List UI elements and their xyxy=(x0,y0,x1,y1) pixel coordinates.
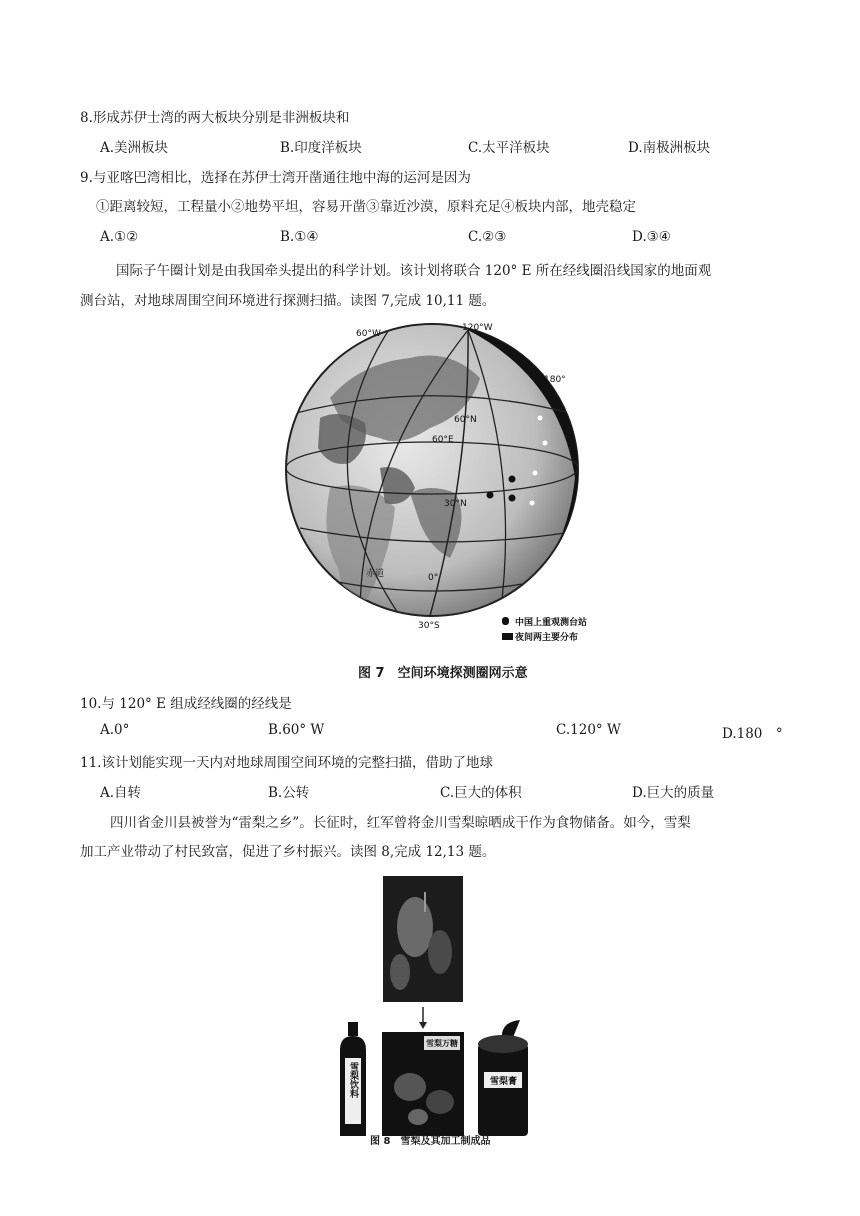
q10-option-c: C.120° W xyxy=(556,722,621,738)
q10-option-d: D.180 ° xyxy=(722,726,783,742)
label-180: 180° xyxy=(544,375,566,385)
q9-option-a: A.①② xyxy=(100,229,139,245)
figure7-globe xyxy=(0,318,860,678)
q8-option-b: B.印度洋板块 xyxy=(280,140,362,156)
label-60e: 60°E xyxy=(432,435,454,445)
label-bottle: 雪梨饮料 xyxy=(348,1062,358,1098)
label-jar: 雪梨膏 xyxy=(490,1077,518,1087)
legend-night: 夜间两主要分布 xyxy=(515,633,579,643)
q8-option-d: D.南极洲板块 xyxy=(628,140,711,156)
figure8-products xyxy=(0,872,860,1152)
passage1-line2: 测台站，对地球周围空间环境进行探测扫描。读图 7,完成 10,11 题。 xyxy=(80,293,496,309)
q9-option-b: B.①④ xyxy=(280,229,319,245)
q9-statements: ①距离较短，工程量小②地势平坦，容易开凿③靠近沙漠，原料充足④板块内部，地壳稳定 xyxy=(96,199,636,215)
legend-stations: 中国上重观测台站 xyxy=(515,618,588,628)
label-0: 0° xyxy=(428,573,439,583)
q8-option-a: A.美洲板块 xyxy=(100,140,169,156)
figure7-caption: 图 7 空间环境探测圈网示意 xyxy=(358,666,528,681)
q8-option-c: C.太平洋板块 xyxy=(468,140,550,156)
q11-stem: 11.该计划能实现一天内对地球周围空间环境的完整扫描，借助了地球 xyxy=(80,755,493,771)
label-30n: 30°N xyxy=(444,499,467,509)
passage2-line2: 加工产业带动了村民致富，促进了乡村振兴。读图 8,完成 12,13 题。 xyxy=(80,844,496,860)
q8-stem: 8.形成苏伊士湾的两大板块分别是非洲板块和 xyxy=(80,110,350,126)
label-60w: 60°W xyxy=(356,329,381,339)
label-60n: 60°N xyxy=(454,415,477,425)
label-120w: 120°W xyxy=(462,323,493,333)
q9-option-d: D.③④ xyxy=(632,229,671,245)
q11-option-b: B.公转 xyxy=(268,785,310,801)
q11-option-d: D.巨大的质量 xyxy=(632,785,715,801)
label-bag: 雪梨万糖 xyxy=(426,1039,458,1048)
q11-option-c: C.巨大的体积 xyxy=(440,785,522,801)
arrow-down-icon xyxy=(419,1007,427,1029)
label-place: 赤道 xyxy=(366,569,385,579)
figure8-caption: 图 8 雪梨及其加工制成品 xyxy=(370,1136,491,1147)
q9-stem: 9.与亚喀巴湾相比，选择在苏伊士湾开凿通往地中海的运河是因为 xyxy=(80,170,471,186)
passage1-line1: 国际子午圈计划是由我国牵头提出的科学计划。该计划将联合 120° E 所在经线圈沿线国家的地面观 xyxy=(116,263,712,279)
q10-stem: 10.与 120° E 组成经线圈的经线是 xyxy=(80,696,292,712)
passage2-line1: 四川省金川县被誉为“雷梨之乡”。长征时，红军曾将金川雪梨晾晒成干作为食物储备。如今，雪梨 xyxy=(110,815,691,831)
q10-option-a: A.0° xyxy=(100,722,130,738)
figure7-legend xyxy=(502,616,587,643)
label-30s: 30°S xyxy=(418,621,440,631)
q9-option-c: C.②③ xyxy=(468,229,507,245)
q11-option-a: A.自转 xyxy=(100,785,142,801)
q10-option-b: B.60° W xyxy=(268,722,325,738)
